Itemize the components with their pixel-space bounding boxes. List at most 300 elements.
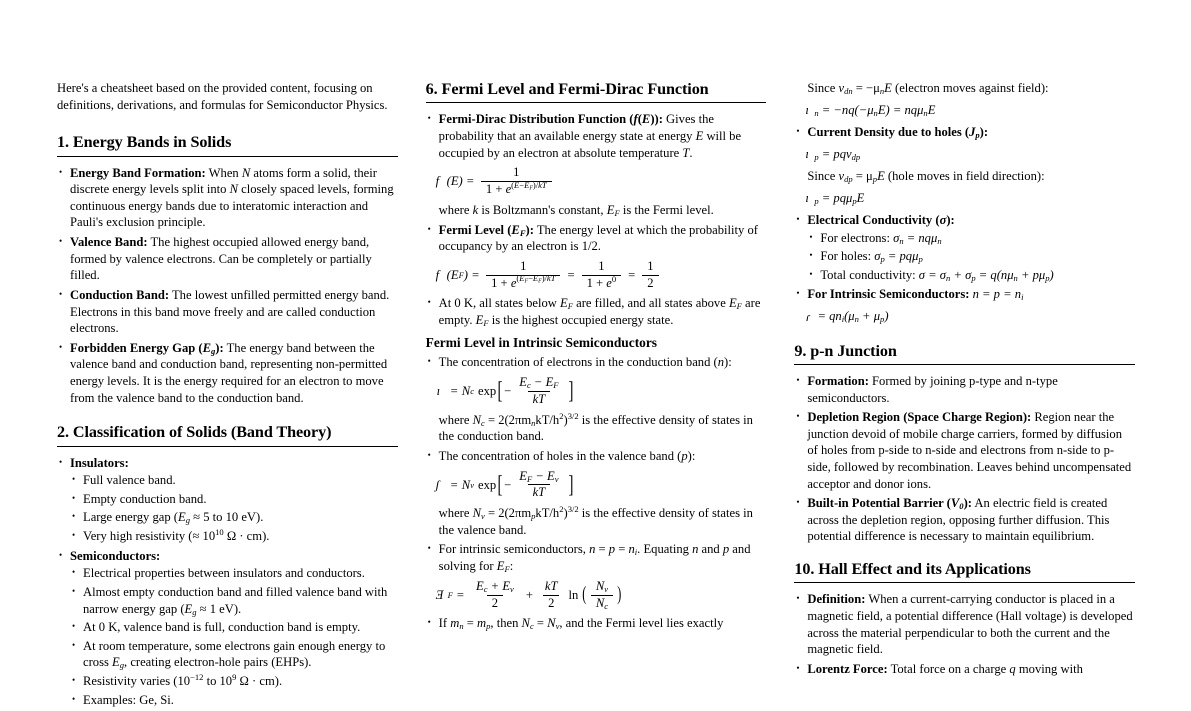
list-classification: [57, 455, 398, 709]
list-item: [426, 354, 767, 445]
text: = pqv: [818, 146, 852, 161]
list-item: [57, 234, 398, 284]
text: ≈ 1 eV).: [196, 601, 242, 616]
list-current-density: [794, 124, 1135, 325]
term-label: [439, 112, 663, 126]
text: (hole moves in field direction):: [884, 169, 1045, 184]
text: = p = n: [978, 287, 1022, 302]
symbol-sigma-n: σ: [893, 230, 900, 245]
heading-rule: [426, 102, 767, 103]
subscript: n: [937, 235, 942, 246]
exponent: 9: [232, 671, 237, 682]
text: At room temperature, some electrons gain enough energy to cross: [83, 638, 386, 670]
text: (E): [446, 174, 463, 189]
text: Gives the probability that an available energy state at energy: [438, 112, 714, 144]
symbol-ni: n: [628, 542, 635, 557]
symbol-n: n: [589, 542, 596, 557]
text: When: [205, 165, 242, 180]
symbol-p-clipped: ʃ: [435, 477, 440, 492]
text: and solving for: [438, 542, 751, 574]
symbol-E: E: [884, 81, 892, 95]
list-item: [426, 111, 767, 218]
text: is the highest occupied energy state.: [488, 313, 674, 328]
symbol-e: e: [606, 275, 612, 290]
text: = 2(2πm: [484, 412, 532, 427]
subscript: c: [470, 386, 474, 397]
numerator: $E_c - E_F$: [519, 375, 559, 390]
list-pn-junction: [794, 373, 1135, 545]
term-label: [439, 223, 534, 237]
text: + pμ: [1017, 267, 1046, 282]
subscript: p: [971, 272, 976, 283]
exponent: 0: [611, 273, 617, 284]
subscript: i: [1021, 292, 1024, 303]
term-label: Conduction Band:: [70, 287, 170, 302]
text: (E: [446, 267, 459, 282]
subscript: v: [470, 479, 474, 490]
exp-operator: exp: [477, 477, 497, 492]
subscript: p: [918, 254, 923, 265]
intro-paragraph: Here's a cheatsheet based on the provided content, focusing on definitions, derivations, and formulas for Semiconductor Physics.: [57, 81, 388, 112]
text: are filled, and all states above: [572, 296, 729, 311]
text: For intrinsic semiconductors,: [438, 542, 590, 557]
symbol-n: n: [969, 287, 979, 302]
symbol-Nc: N: [461, 384, 471, 399]
symbol-Eg: E: [178, 510, 186, 525]
symbol-J-clipped: ı: [805, 191, 809, 206]
list-item: [70, 584, 398, 617]
subscript: F: [736, 301, 742, 312]
symbol-n: n: [717, 355, 725, 370]
subscript: n: [854, 313, 859, 324]
text: = pqμ: [884, 249, 919, 264]
symbol-sigma: σ: [918, 267, 926, 282]
equation-fermi-level-intrinsic: [435, 578, 767, 611]
subscript: i: [634, 547, 638, 558]
symbol-Nc: N: [472, 412, 481, 427]
paren-open: (: [582, 583, 587, 605]
symbol-T: T: [682, 145, 690, 160]
equation-Jp-2: [807, 190, 1135, 207]
list-item: • Empty conduction band.: [70, 491, 398, 508]
list-energy-bands: [57, 165, 398, 407]
section-heading-fermi-level: 6. Fermi Level and Fermi-Dirac Function: [425, 80, 709, 98]
text: The concentration of holes in the valence band (: [438, 448, 682, 463]
equation-electron-concentration: [436, 375, 767, 407]
subscript: p: [486, 621, 491, 632]
operator: =: [615, 542, 629, 557]
text: ):: [724, 355, 732, 370]
list-item: [807, 267, 1135, 284]
text: , then: [490, 616, 522, 631]
symbol-e: e: [505, 182, 512, 197]
text: moving with: [1015, 661, 1083, 676]
subscript: p: [872, 173, 878, 184]
symbol-p: p: [608, 542, 616, 557]
text: ):: [687, 448, 696, 463]
exponent: 10: [215, 526, 224, 537]
list-item: [794, 661, 1135, 678]
symbol-Eg: E: [112, 655, 120, 670]
text: Ω · cm).: [223, 529, 270, 544]
column-3: [794, 80, 1135, 711]
subscript: p: [814, 151, 819, 162]
subscript: v: [555, 621, 560, 632]
exponent: 3/2: [567, 410, 579, 421]
text: Very high resistivity (≈ 10: [83, 529, 216, 544]
text: At 0 K, all states below: [438, 296, 561, 311]
list-item: [426, 295, 767, 328]
symbol-vdn: v: [838, 81, 845, 95]
text: Current Density due to holes (: [807, 125, 970, 140]
text: ):: [525, 222, 534, 237]
text: Fermi-Dirac Distribution Function (: [438, 112, 634, 127]
list-item: [794, 124, 1135, 207]
symbol-N: N: [229, 182, 239, 197]
operator: = −μ: [852, 81, 880, 95]
subscript: v: [481, 511, 485, 522]
text: ):: [946, 213, 955, 228]
text: = pqμ: [818, 190, 853, 205]
subscript: g: [119, 660, 125, 671]
symbol-Nv: N: [461, 477, 471, 492]
subscript: p: [975, 129, 980, 140]
symbol-q: q: [1009, 661, 1016, 676]
text: Almost empty conduction band and filled valence band with narrow energy gap (: [83, 584, 388, 616]
text: + μ: [858, 309, 881, 324]
text: The lowest unfilled permitted energy band. Electrons in this band move freely and are called conduction electrons.: [70, 287, 390, 336]
text: The highest occupied allowed energy band, formed by valence electrons. Can be completely or partially filled.: [70, 235, 372, 283]
subscript: dn: [844, 85, 853, 96]
text: (: [637, 112, 642, 127]
text: E) = nqμ: [877, 102, 924, 117]
text: Large energy gap (: [83, 510, 178, 525]
subscript: F: [458, 270, 464, 281]
text: Since: [807, 81, 839, 95]
numerator: kT: [544, 578, 558, 593]
section-heading-classification: 2. Classification of Solids (Band Theory): [57, 423, 332, 442]
text: For holes:: [820, 249, 875, 264]
bracket-close: ]: [568, 471, 573, 498]
equation-Jp-1: [807, 146, 1135, 163]
text: The energy level at which the probability of occupancy by an electron is 1/2.: [438, 222, 758, 254]
list-item: [70, 673, 398, 690]
text: Formed by joining p-type and n-type semiconductors.: [807, 373, 1058, 405]
text: The concentration of electrons in the conduction band (: [438, 355, 718, 370]
exponent: 3/2: [567, 504, 579, 515]
subscript: F: [447, 590, 453, 601]
bracket-open: [: [497, 378, 503, 405]
text: is the effective density of states in the conduction band.: [438, 412, 753, 444]
denominator: 2: [543, 595, 559, 611]
text: Since: [807, 169, 839, 184]
subscript: g: [185, 515, 190, 526]
text: ): [884, 309, 889, 324]
text: ):: [979, 125, 989, 140]
subscript: n: [531, 417, 536, 428]
numerator: 1: [647, 258, 654, 273]
list-item: [426, 541, 767, 610]
symbol-k: k: [472, 202, 479, 217]
subscript: n: [899, 235, 904, 246]
operator: =: [456, 587, 465, 602]
ln-operator: ln: [568, 587, 579, 602]
section-heading-energy-bands: 1. Energy Bands in Solids: [57, 133, 232, 152]
numerator: $E_c + E_v$: [476, 578, 514, 594]
numerator: $N_v$: [595, 578, 609, 594]
text: For electrons:: [820, 230, 894, 245]
symbol-J-clipped: ı: [805, 147, 809, 162]
list-item: [794, 409, 1135, 492]
term-label: For Intrinsic Semiconductors:: [807, 287, 970, 302]
subscript: n: [879, 85, 885, 96]
symbol-f: f: [633, 112, 638, 127]
subscript: F: [504, 563, 510, 574]
symbol-E: E: [856, 190, 865, 205]
text: ): [463, 267, 468, 282]
text: atoms form a solid, their discrete energy levels split into: [70, 165, 377, 197]
list-item: [57, 287, 398, 337]
subsection-heading-intrinsic: Fermi Level in Intrinsic Semiconductors: [425, 334, 658, 350]
column-2: [426, 80, 767, 711]
list-item: [426, 222, 767, 291]
list-item: • Electrical properties between insulators and conductors.: [70, 565, 398, 582]
text: (μ: [844, 309, 855, 324]
bracket-close: ]: [568, 378, 573, 405]
symbol-n-clipped: ı: [436, 384, 441, 399]
list-item: • Examples: Ge, Si.: [70, 692, 398, 709]
symbol-V0: V: [950, 496, 960, 511]
list-item: [794, 373, 1135, 406]
text: :: [509, 559, 514, 574]
text: is the effective density of states in the valence band.: [438, 506, 753, 537]
text: ):: [963, 496, 972, 511]
text: = q(nμ: [975, 267, 1014, 282]
term-label: Formation:: [807, 373, 869, 388]
symbol-sigma-clipped: ɾ: [805, 309, 810, 324]
symbol-N: N: [241, 165, 251, 180]
symbol-Eg: E: [184, 601, 193, 616]
text: are empty.: [438, 296, 761, 328]
subscript: i: [841, 313, 845, 324]
list-item: [57, 165, 398, 231]
list-item: [794, 495, 1135, 545]
heading-rule: [794, 364, 1135, 365]
subscript: n: [923, 107, 928, 118]
numerator: $E_F - E_v$: [519, 468, 559, 484]
text: Total conductivity:: [820, 267, 919, 282]
symbol-EF: E: [475, 313, 484, 328]
operator: =: [450, 477, 458, 492]
exponent: 2: [559, 504, 564, 515]
subscript: p: [1045, 272, 1050, 283]
exponent: (EF−EF)/kT: [516, 273, 556, 285]
section-heading-pn-junction: 9. p-n Junction: [794, 341, 897, 360]
symbol-EF-clipped: Ǝ: [435, 587, 444, 602]
term-label: [70, 341, 224, 355]
operator: = μ: [852, 169, 873, 184]
text: ): [563, 412, 568, 427]
list-item: [70, 638, 398, 671]
operator: =: [595, 542, 609, 557]
text: 1 +: [586, 275, 607, 290]
bracket-open: [: [497, 471, 503, 498]
subscript: 0: [959, 501, 964, 512]
list-item: [794, 212, 1135, 283]
text: An electric field is created across the depletion region, opposing further diffusion. This potential difference is necessary to maintain equilibrium.: [807, 496, 1110, 544]
text: = 2(2πm: [484, 506, 532, 521]
text: = qn: [814, 309, 842, 324]
text: Fermi Level (: [438, 222, 512, 237]
text: Forbidden Energy Gap (: [70, 340, 203, 355]
text: , creating electron-hole pairs (EHPs).: [124, 655, 312, 670]
text: (electron moves against field):: [891, 81, 1049, 95]
symbol-sigma: σ: [939, 213, 947, 228]
list-item: [57, 340, 398, 406]
term-label: Energy Band Formation:: [70, 165, 206, 180]
subscript: g: [192, 606, 197, 617]
subscript: p: [880, 313, 885, 324]
text: Resistivity varies (10: [83, 673, 191, 688]
text: ):: [215, 340, 224, 355]
list-item: • At 0 K, valence band is full, conduction band is empty.: [70, 619, 398, 636]
symbol-E: E: [927, 102, 936, 117]
text: ≈ 5 to 10 eV).: [189, 510, 264, 525]
text: . Equating: [637, 542, 693, 557]
minus-sign: −: [504, 477, 512, 492]
subscript: n: [459, 621, 464, 632]
symbol-f: f: [435, 267, 440, 282]
term-label: Definition:: [807, 592, 866, 607]
subscript: n: [814, 107, 819, 118]
operator: =: [533, 616, 548, 631]
subscript: p: [880, 254, 885, 265]
list-item: [57, 455, 398, 545]
term-label: Semiconductors:: [70, 548, 161, 563]
heading-rule: [57, 156, 398, 157]
text: 1 +: [485, 182, 506, 197]
symbol-EF: E: [606, 202, 615, 217]
continued-current-density: [794, 80, 1135, 119]
sublist-insulators: [70, 472, 398, 544]
symbol-e: e: [510, 275, 517, 290]
text: closely spaced levels, forming continuous energy bands due to interatomic interaction and Pauli's exclusion principle.: [70, 182, 394, 230]
text: is Boltzmann's constant,: [478, 202, 607, 217]
denominator: $N_c$: [591, 595, 613, 611]
symbol-Nv: N: [547, 616, 556, 631]
symbol-vdp: v: [838, 169, 845, 184]
subscript: n: [946, 272, 951, 283]
text: ): [1049, 267, 1054, 282]
subscript: p: [531, 511, 536, 522]
heading-rule: [794, 582, 1135, 583]
subscript: p: [814, 195, 819, 206]
exponent: 2: [559, 410, 564, 421]
text: where: [438, 412, 473, 427]
text: The energy band between the valence band and conduction band, representing non-permitted energy levels. It is the energy required for an electron to move from the valence band to the conduction band.: [70, 340, 388, 405]
subscript: c: [481, 417, 485, 428]
list-item: [70, 509, 398, 526]
text: Electrical Conductivity (: [807, 213, 940, 228]
exponent: −12: [190, 671, 204, 682]
exponent: (E−EF)/kT: [511, 179, 547, 192]
term-label: Insulators:: [70, 455, 129, 470]
text: kT/h: [535, 506, 560, 521]
section-heading-hall-effect: 10. Hall Effect and its Applications: [794, 560, 1031, 579]
sublist-semiconductors: [70, 565, 398, 708]
term-label: Depletion Region (Space Charge Region):: [807, 410, 1032, 425]
equation-hole-concentration: [435, 468, 767, 501]
text: Region near the junction devoid of mobile charge carriers, formed by diffusion of holes from p-side to n-side and electrons from n-side to p-side, followed by recombination. Leaves behind uncompensated acceptor and donor ions.: [807, 410, 1132, 491]
operator: =: [466, 174, 474, 189]
symbol-n: n: [692, 542, 699, 557]
numerator: 1: [598, 258, 605, 273]
paren-close: ): [617, 583, 622, 605]
subscript: dp: [851, 151, 861, 162]
list-intrinsic: [426, 354, 767, 632]
operator: +: [525, 587, 533, 602]
text: where: [438, 202, 473, 217]
subscript: F: [614, 207, 620, 218]
subscript: F: [483, 317, 489, 328]
text: Total force on a charge: [887, 661, 1010, 676]
symbol-Eg: E: [202, 340, 212, 355]
minus-sign: −: [504, 384, 512, 399]
term-label: Lorentz Force:: [807, 661, 888, 676]
symbol-EF: E: [496, 559, 505, 574]
symbol-EF: E: [560, 296, 568, 311]
symbol-EF: E: [511, 222, 520, 237]
text: = −nq(−μ: [818, 102, 874, 117]
subscript: g: [211, 345, 216, 356]
text: to 10: [203, 673, 233, 688]
text: where: [438, 506, 473, 521]
symbol-J-clipped: ı: [805, 103, 809, 118]
text: Ω · cm).: [236, 673, 283, 688]
text: = σ: [925, 267, 947, 282]
text: If: [438, 616, 451, 631]
denominator: kT: [528, 484, 551, 500]
equation-fermi-half: f (E F ) = $\frac{1}{1 + e^{(E_F-E_F)/kT}}$ = $\frac{1}{1 + e^0}$ = $\frac{1}{2}$: [439, 260, 767, 291]
term-label: [807, 213, 954, 227]
list-item: [57, 548, 398, 708]
numerator: 1: [520, 258, 527, 273]
text: will be occupied by an electron at absolute temperature: [438, 129, 742, 160]
symbol-E: E: [877, 169, 885, 184]
symbol-E: E: [695, 129, 704, 144]
denominator: kT: [528, 391, 551, 407]
equation-fermi-dirac: [435, 165, 767, 197]
subscript: n: [1013, 272, 1018, 283]
symbol-E: E: [641, 112, 651, 127]
subscript: n: [873, 107, 878, 118]
list-item: [794, 286, 1135, 325]
list-fermi: [426, 111, 767, 328]
column-1: [57, 80, 398, 711]
list-item: [807, 248, 1135, 265]
subscript: F: [519, 227, 526, 238]
equation-Jn: [807, 102, 1135, 119]
subscript: c: [529, 621, 534, 632]
symbol-mp: m: [477, 616, 487, 631]
text: )):: [650, 112, 663, 127]
heading-rule: [57, 446, 398, 447]
symbol-p: p: [681, 448, 688, 463]
text: is the Fermi level.: [619, 202, 714, 217]
term-label: [807, 496, 972, 510]
operator: =: [463, 616, 478, 631]
text: ): [563, 506, 568, 521]
